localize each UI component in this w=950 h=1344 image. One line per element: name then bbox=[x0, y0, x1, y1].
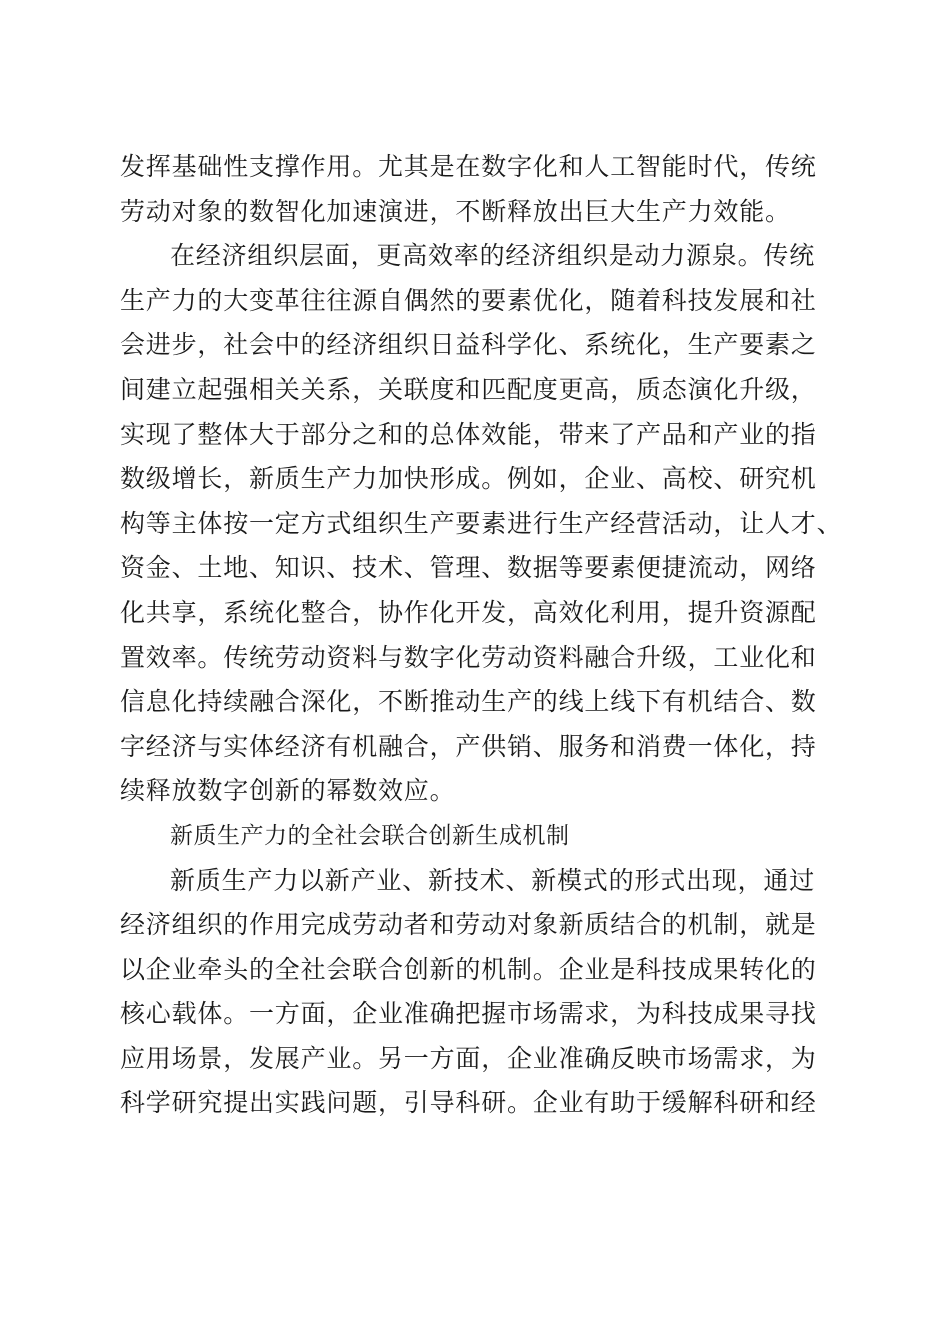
text-line: 会进步，社会中的经济组织日益科学化、系统化，生产要素之 bbox=[120, 330, 817, 360]
text-line: 经济组织的作用完成劳动者和劳动对象新质结合的机制，就是 bbox=[120, 910, 817, 940]
text-line: 资金、土地、知识、技术、管理、数据等要素便捷流动，网络 bbox=[120, 553, 817, 583]
text-line: 实现了整体大于部分之和的总体效能，带来了产品和产业的指 bbox=[120, 419, 817, 449]
text-line: 核心载体。一方面，企业准确把握市场需求，为科技成果寻找 bbox=[120, 999, 817, 1029]
text-line: 化共享，系统化整合，协作化开发，高效化利用，提升资源配 bbox=[120, 597, 817, 627]
text-line: 续释放数字创新的幂数效应。 bbox=[120, 776, 456, 806]
text-line: 以企业牵头的全社会联合创新的机制。企业是科技成果转化的 bbox=[120, 954, 817, 984]
text-line: 字经济与实体经济有机融合，产供销、服务和消费一体化，持 bbox=[120, 731, 817, 761]
paragraph-start-line: 在经济组织层面，更高效率的经济组织是动力源泉。传统 bbox=[170, 241, 816, 271]
document-body bbox=[120, 145, 843, 1126]
text-line: 发挥基础性支撑作用。尤其是在数字化和人工智能时代，传统 bbox=[120, 152, 817, 181]
text-line: 数级增长，新质生产力加快形成。例如，企业、高校、研究机 bbox=[120, 464, 817, 494]
text-line: 间建立起强相关关系，关联度和匹配度更高，质态演化升级， bbox=[120, 374, 817, 404]
text-line: 应用场景，发展产业。另一方面，企业准确反映市场需求，为 bbox=[120, 1043, 817, 1073]
text-line: 生产力的大变革往往源自偶然的要素优化，随着科技发展和社 bbox=[120, 285, 817, 315]
text-line: 劳动对象的数智化加速演进，不断释放出巨大生产力效能。 bbox=[120, 196, 791, 226]
section-heading: 新质生产力的全社会联合创新生成机制 bbox=[170, 822, 570, 849]
text-line: 科学研究提出实践问题，引导科研。企业有助于缓解科研和经 bbox=[120, 1088, 817, 1118]
paragraph-start-line: 新质生产力以新产业、新技术、新模式的形式出现，通过 bbox=[170, 865, 816, 895]
text-line: 信息化持续融合深化，不断推动生产的线上线下有机结合、数 bbox=[120, 687, 817, 717]
text-line: 构等主体按一定方式组织生产要素进行生产经营活动，让人才、 bbox=[120, 508, 843, 538]
text-line: 置效率。传统劳动资料与数字化劳动资料融合升级，工业化和 bbox=[120, 642, 817, 672]
